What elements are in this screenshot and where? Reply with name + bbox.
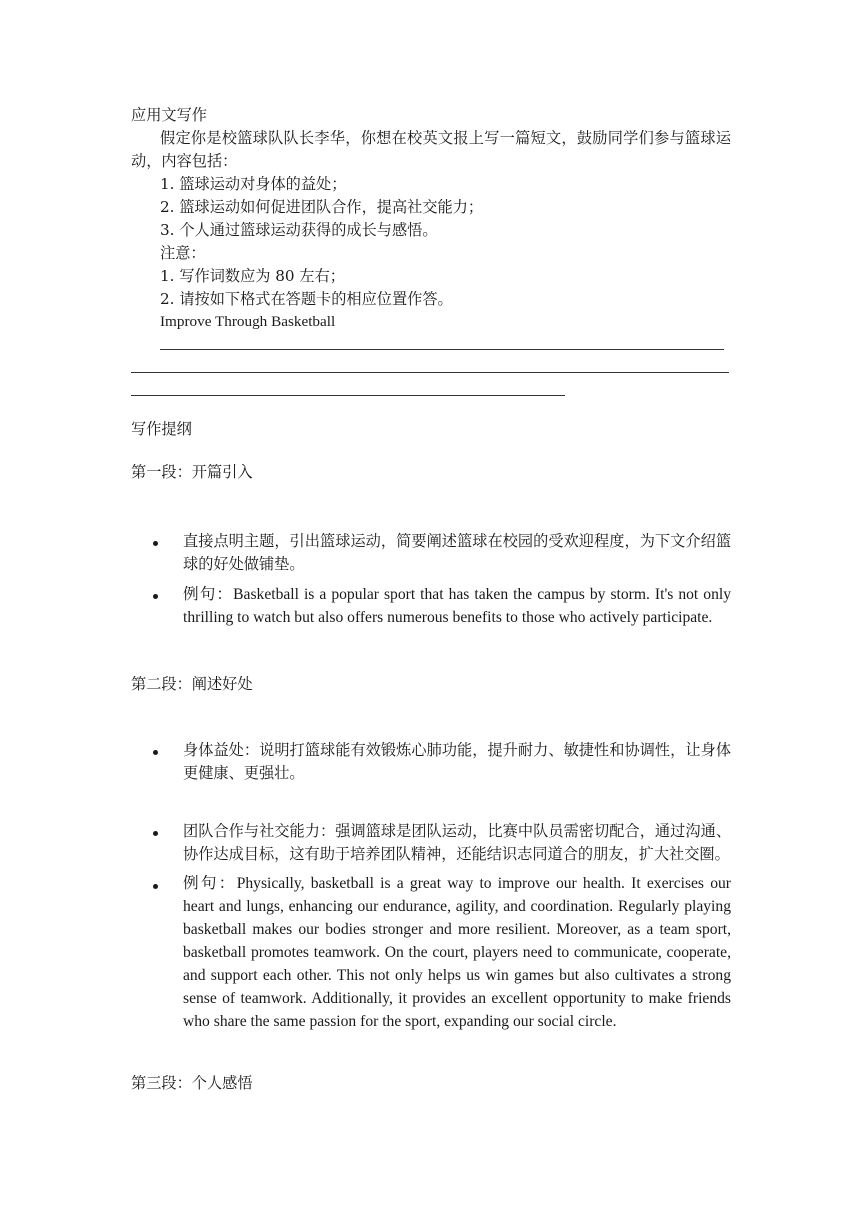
bullet-text: 团队合作与社交能力：强调篮球是团队运动，比赛中队员需密切配合，通过沟通、协作达成目标，这有助于培养团队精神，还能结识志同道合的朋友，扩大社交圈。 <box>183 822 731 863</box>
answer-line-3 <box>131 395 565 396</box>
section-heading-1: 第一段：开篇引入 <box>131 463 253 481</box>
bullet-text: 例句：Physically, basketball is a great way to improve our health. It exercises our heart and lungs, enhancing our endurance, agility, and coordination. Regularly playing basketball makes our bodies stronger and more resilient. Moreover, as a team sport, basketball promotes teamwork. On the court, players need to communicate, cooperate, and support each other. This not only helps us win games but also cultivates a strong sense of teamwork. Additionally, it provides an excellent opportunity to make friends who share the same passion for the sport, expanding our social circle. <box>183 875 731 1030</box>
bullet-dot <box>153 541 158 546</box>
requirement-item-2: 2. 篮球运动如何促进团队合作，提高社交能力； <box>160 198 484 216</box>
bullet-dot <box>153 884 158 889</box>
note-item-2: 2. 请按如下格式在答题卡的相应位置作答。 <box>160 290 453 308</box>
note-item-1: 1. 写作词数应为 80 左右； <box>160 267 345 285</box>
requirement-item-1: 1. 篮球运动对身体的益处； <box>160 175 347 193</box>
bullet-text: 直接点明主题，引出篮球运动，简要阐述篮球在校园的受欢迎程度，为下文介绍篮球的好处做铺垫。 <box>183 532 731 573</box>
bullet-text: 身体益处：说明打篮球能有效锻炼心肺功能，提升耐力、敏捷性和协调性，让身体更健康、更强壮。 <box>183 741 731 782</box>
prompt-paragraph: 假定你是校篮球队队长李华，你想在校英文报上写一篇短文，鼓励同学们参与篮球运动，内容包括： <box>131 129 731 170</box>
answer-line-1 <box>160 349 724 350</box>
requirement-item-3: 3. 个人通过篮球运动获得的成长与感悟。 <box>160 221 438 239</box>
note-label: 注意： <box>160 244 206 262</box>
bullet-dot <box>153 594 158 599</box>
answer-line-2 <box>131 372 729 373</box>
section-heading-3: 第三段：个人感悟 <box>131 1074 253 1092</box>
section-heading-2: 第二段：阐述好处 <box>131 675 253 693</box>
outline-title: 写作提纲 <box>131 420 192 438</box>
bullet-dot <box>153 831 158 836</box>
bullet-dot <box>153 750 158 755</box>
doc-title: 应用文写作 <box>131 106 207 124</box>
bullet-text: 例句：Basketball is a popular sport that has taken the campus by storm. It's not only thrilling to watch but also offers numerous benefits to those who actively participate. <box>183 586 731 626</box>
essay-title: Improve Through Basketball <box>160 313 336 330</box>
